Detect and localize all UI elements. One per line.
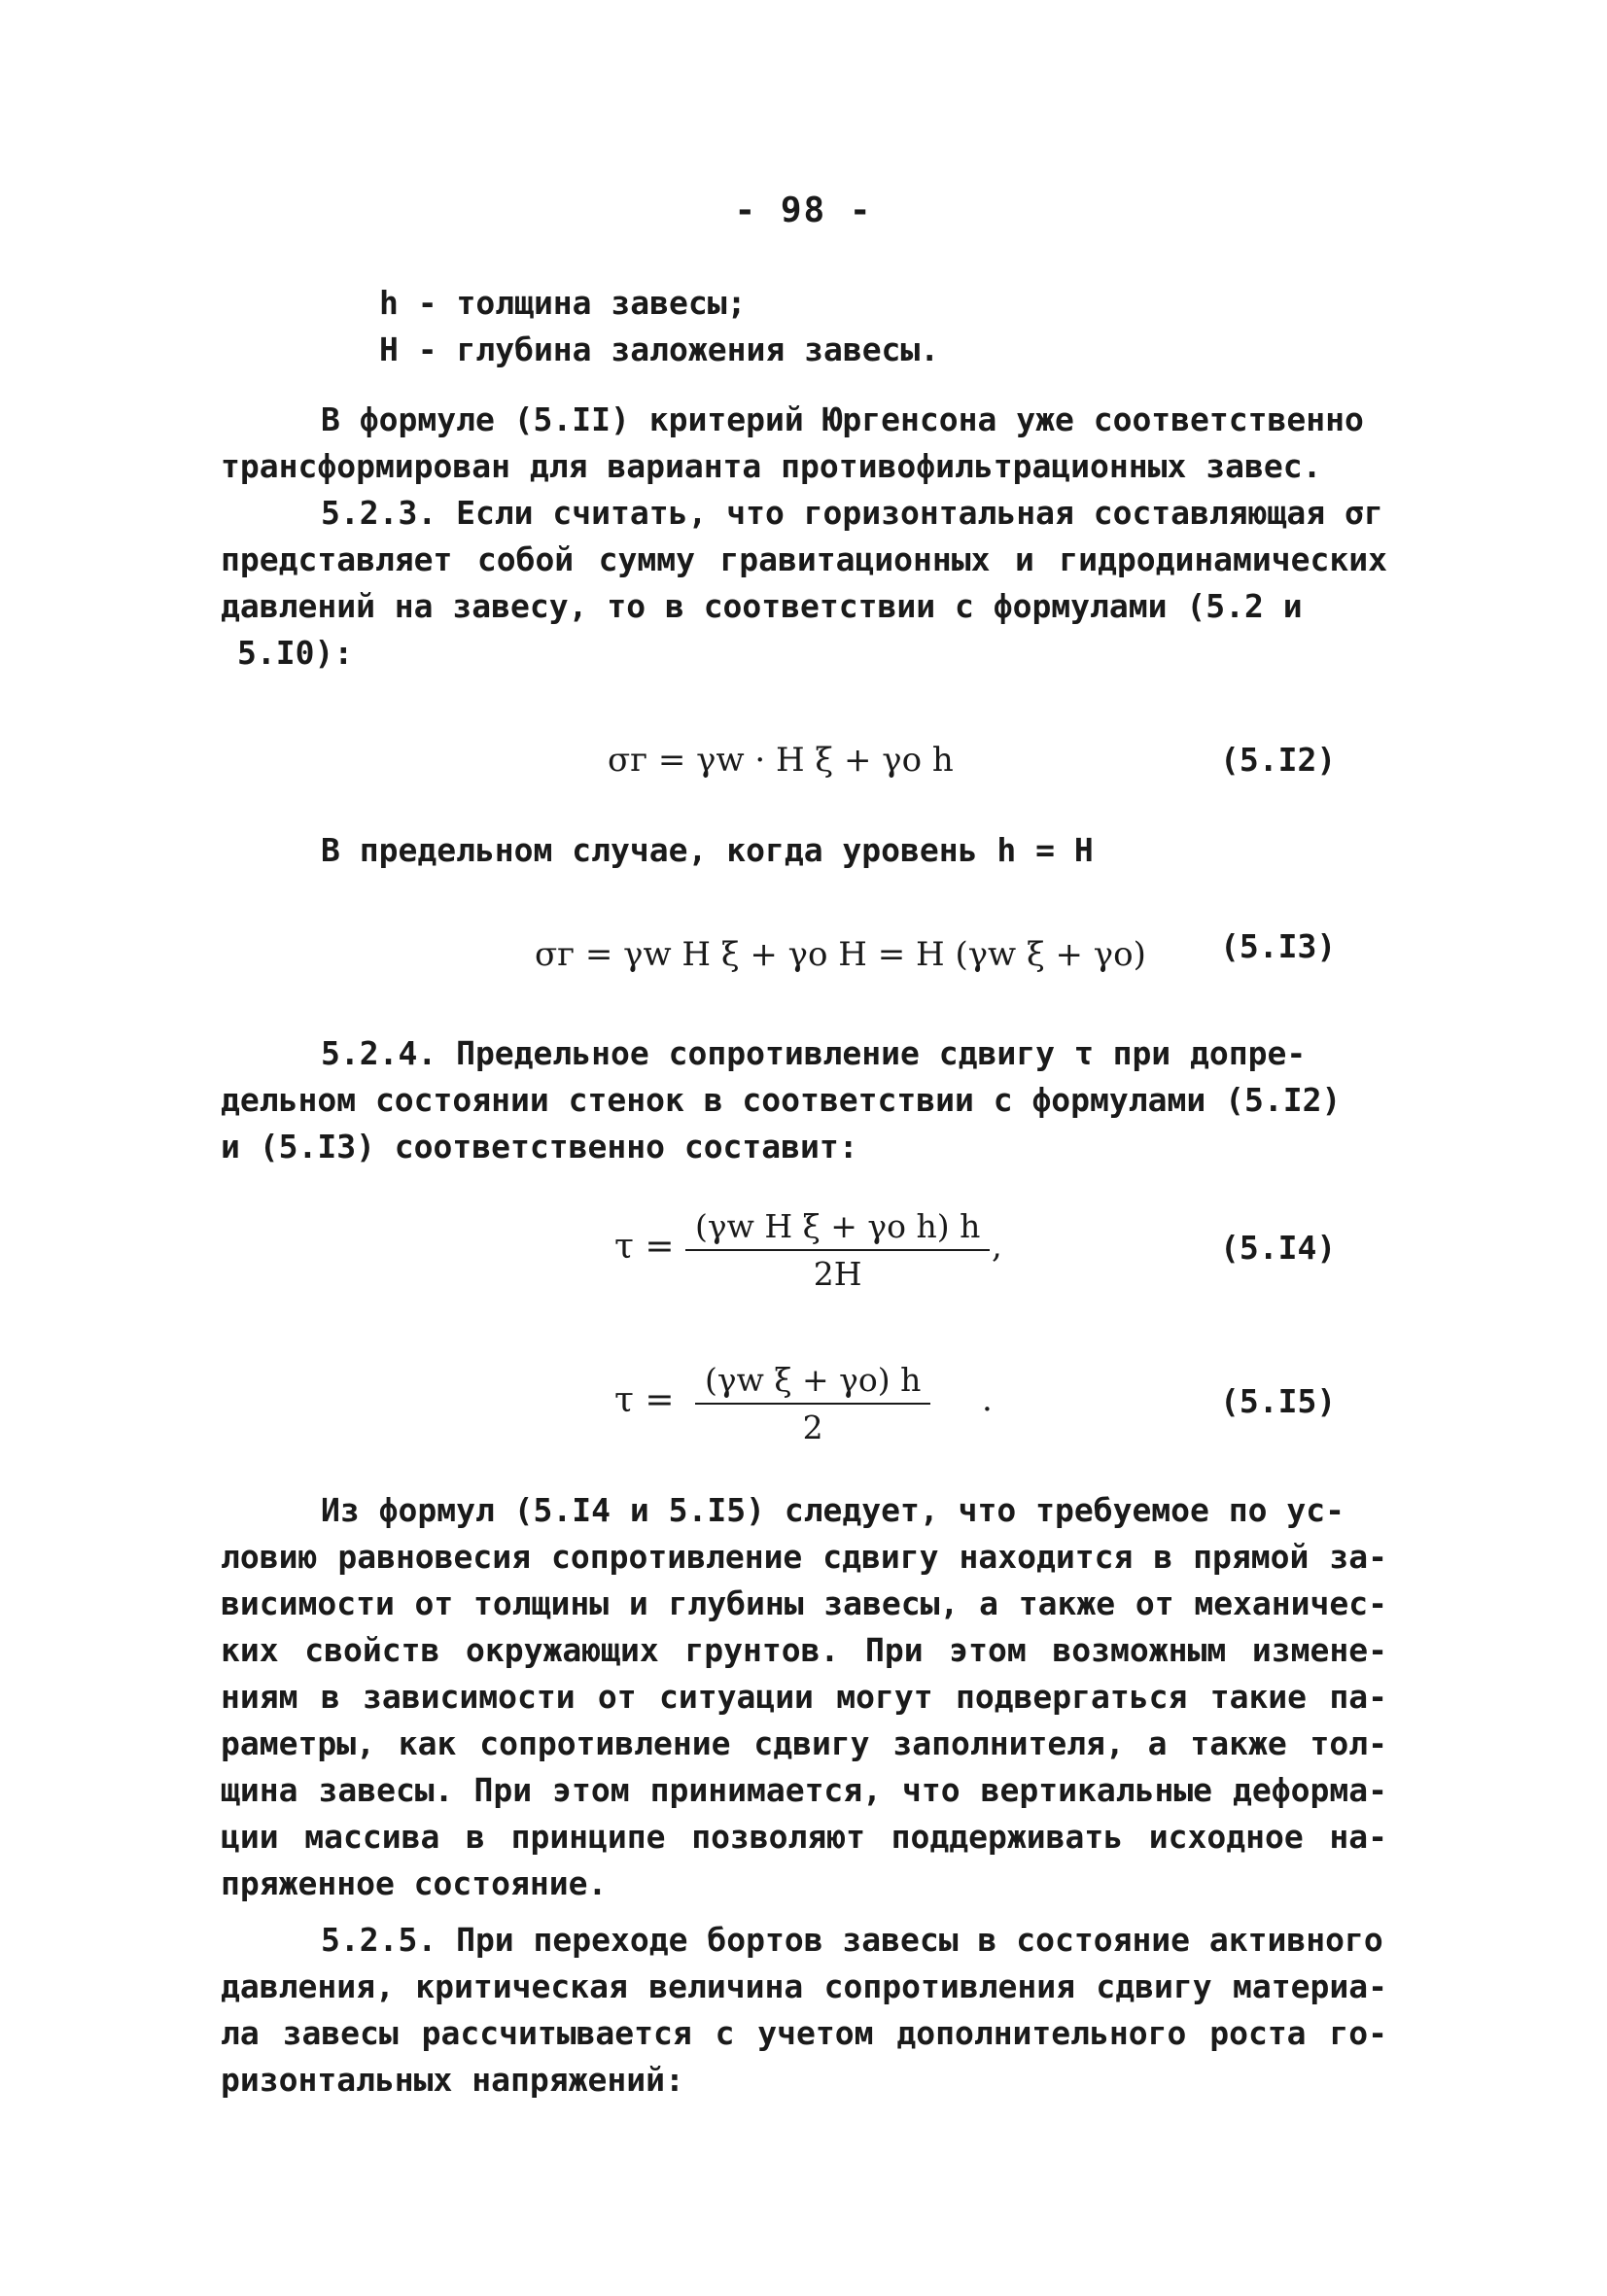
equation-5-15-number: (5.I5) bbox=[1220, 1382, 1337, 1420]
equation-5-15-period: . bbox=[982, 1380, 993, 1419]
para2-line3: давлений на завесу, то в соответствии с формулами (5.2 и bbox=[221, 587, 1303, 625]
equation-5-15-fraction bbox=[695, 1361, 930, 1446]
para5-line9: пряженное состояние. bbox=[221, 1864, 608, 1902]
equation-5-14-numerator: (γw H ξ + γo h) h bbox=[685, 1207, 990, 1251]
equation-5-14-number: (5.I4) bbox=[1220, 1229, 1337, 1267]
para2-line1: 5.2.3. Если считать, что горизонтальная составляющая σг bbox=[321, 494, 1383, 532]
para3-line1: В предельном случае, когда уровень h = H bbox=[321, 831, 1094, 869]
equation-5-15-denominator: 2 bbox=[802, 1409, 823, 1446]
para5-line1: Из формул (5.I4 и 5.I5) следует, что требуемое по ус- bbox=[321, 1491, 1345, 1529]
equation-5-14-comma: , bbox=[992, 1227, 1002, 1266]
para6-line2: давления, критическая величина сопротивления сдвигу материа- bbox=[221, 1967, 1387, 2005]
para4-line1: 5.2.4. Предельное сопротивление сдвигу τ при допре- bbox=[321, 1034, 1307, 1072]
para4-line2: дельном состоянии стенок в соответствии с формулами (5.I2) bbox=[221, 1081, 1342, 1119]
para5-line8: ции массива в принципе позволяют поддерживать исходное на- bbox=[221, 1818, 1387, 1856]
para6-line1: 5.2.5. При переходе бортов завесы в состояние активного bbox=[321, 1921, 1383, 1959]
para6-line4: ризонтальных напряжений: bbox=[221, 2061, 684, 2099]
equation-5-12-number: (5.I2) bbox=[1220, 741, 1337, 779]
equation-5-15-lhs: τ = bbox=[614, 1380, 675, 1420]
para2-line2: представляет собой сумму гравитационных и гидродинамических bbox=[221, 540, 1387, 578]
para5-line7: щина завесы. При этом принимается, что вертикальные деформа- bbox=[221, 1771, 1387, 1809]
para5-line6: раметры, как сопротивление сдвигу заполнителя, а также тол- bbox=[221, 1724, 1387, 1762]
equation-5-14-fraction bbox=[685, 1207, 990, 1293]
equation-5-12: σг = γw · H ξ + γo h bbox=[608, 741, 954, 780]
para5-line2: ловию равновесия сопротивление сдвигу находится в прямой за- bbox=[221, 1538, 1387, 1576]
para5-line3: висимости от толщины и глубины завесы, а также от механичес- bbox=[221, 1584, 1387, 1622]
equation-5-14-lhs: τ = bbox=[614, 1227, 675, 1267]
equation-5-13-number: (5.I3) bbox=[1220, 927, 1337, 965]
definition-h: h - толщина завесы; bbox=[379, 284, 747, 322]
para1-line2: трансформирован для варианта противофильтрационных завес. bbox=[221, 447, 1322, 485]
para1-line1: В формуле (5.II) критерий Юргенсона уже соответственно bbox=[321, 400, 1364, 438]
equation-5-14-denominator: 2H bbox=[813, 1255, 862, 1293]
para5-line4: ких свойств окружающих грунтов. При этом возможным измене- bbox=[221, 1631, 1387, 1669]
equation-5-13: σг = γw H ξ + γo H = H (γw ξ + γo) bbox=[535, 935, 1146, 974]
para2-line4: 5.I0): bbox=[237, 634, 354, 672]
page-number: - 98 - bbox=[734, 191, 873, 230]
para5-line5: ниям в зависимости от ситуации могут подвергаться такие па- bbox=[221, 1678, 1387, 1716]
definition-H: H - глубина заложения завесы. bbox=[379, 330, 940, 368]
para6-line3: ла завесы рассчитывается с учетом дополнительного роста го- bbox=[221, 2014, 1387, 2052]
equation-5-15-numerator: (γw ξ + γo) h bbox=[695, 1361, 930, 1405]
para4-line3: и (5.I3) соответственно составит: bbox=[221, 1128, 858, 1165]
